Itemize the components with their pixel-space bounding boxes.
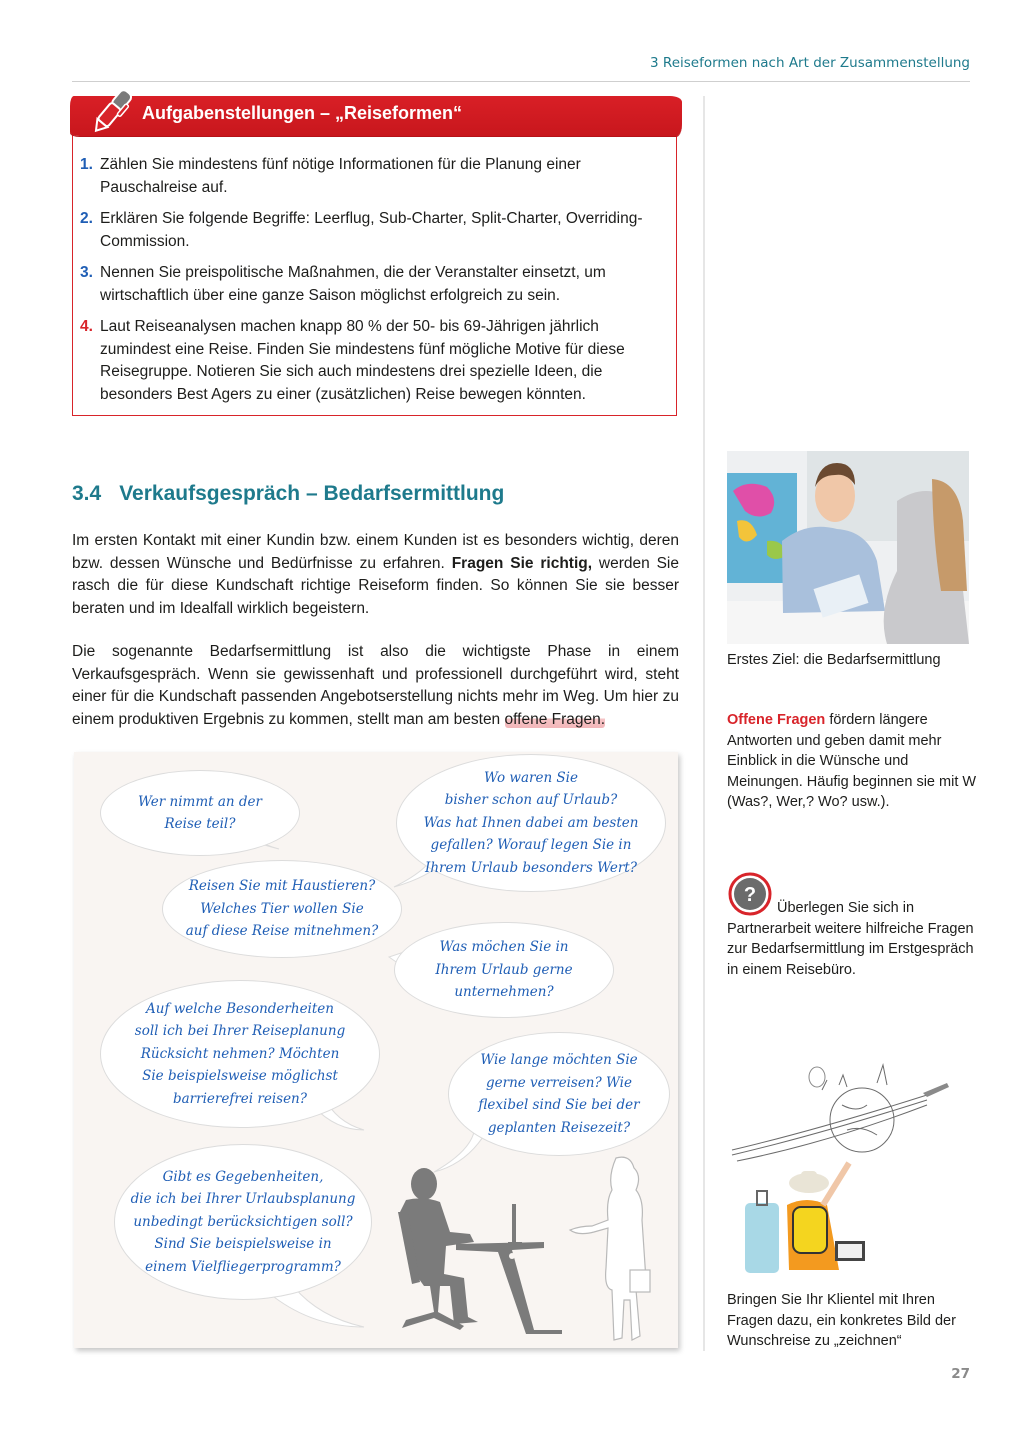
para-text: Im ersten Kontakt mit einer Kundin bzw. einem Kunden ist es besonders wichtig, deren bzw. dessen Wünsche und Bedürfnisse zu erfahren.: [72, 532, 679, 572]
bubble-line: Was hat Ihnen dabei am besten: [423, 814, 639, 831]
bubble-line: unbedingt berücksichtigen soll?: [133, 1213, 353, 1230]
task-item: [80, 208, 670, 253]
bubble-line: Was möchen Sie in: [439, 939, 569, 956]
bubble-line: Rücksicht nehmen? Möchten: [140, 1045, 340, 1062]
bubble-line: Gibt es Gegebenheiten,: [162, 1168, 324, 1185]
task-text: Laut Reiseanalysen machen knapp 80 % der 50- bis 69-Jährigen jährlich zumindest eine Reise. Finden Sie mindestens fünf mögliche Motive für diese Reisegruppe. Notieren Sie sich auch mindestens drei spezielle Ideen, die besonders Best Agers zu einer (zusätzlichen) Reise bewegen könnten.: [100, 318, 625, 403]
bubble-line: Reisen Sie mit Haustieren?: [188, 878, 376, 895]
task-item: [80, 316, 670, 406]
speech-bubble: [394, 922, 614, 1018]
sales-conversation-photo: [727, 451, 969, 644]
task-list: [80, 154, 670, 415]
section-title: Verkaufsgespräch – Bedarfsermittlung: [119, 482, 505, 505]
para-text: werden Sie rasch die für diese Kundschaft richtige Reiseform finden. So können Sie sie besser beraten und im Idealfall wirklich begeistern.: [72, 554, 679, 617]
note-text: fördern längere Antworten und geben damit mehr Einblick in die Wünsche und Meinungen. Häufig beginnen sie mit W (Was?, Wer,? Wo? usw.).: [727, 712, 977, 810]
section-number: 3.4: [72, 482, 102, 505]
standing-customer-silhouette: [564, 1150, 674, 1346]
speech-bubble-illustration: [74, 752, 678, 1348]
bubble-line: Welches Tier wollen Sie: [200, 900, 364, 917]
bubble-line: Wo waren Sie: [484, 769, 578, 786]
svg-text:?: ?: [743, 884, 757, 906]
task-number: 3.: [80, 264, 93, 281]
task-box-title: Aufgabenstellungen – „Reiseformen“: [142, 103, 463, 123]
column-divider: [703, 96, 705, 1351]
bubble-line: flexibel sind Sie bei der: [478, 1097, 640, 1113]
task-item: [80, 262, 670, 307]
task-text: Zählen Sie mindestens fünf nötige Informationen für die Planung einer Pauschalreise auf.: [100, 156, 581, 196]
speech-bubble: [100, 770, 300, 856]
bubble-line: auf diese Reise mitnehmen?: [185, 923, 379, 940]
bubble-line: Sind Sie beispielsweise in: [154, 1236, 332, 1253]
task-item: [80, 154, 670, 199]
bubble-line: Auf welche Besonderheiten: [146, 1000, 334, 1017]
partner-task-text: Überlegen Sie sich in Partnerarbeit weitere hilfreiche Fragen zur Bedarfsermittlung im Erstgespräch in einem Reisebüro.: [727, 900, 974, 978]
highlighted-term: offene Fragen.: [504, 710, 606, 728]
bubble-line: bisher schon auf Urlaub?: [444, 792, 618, 809]
bubble-line: Wie lange möchten Sie: [480, 1052, 638, 1068]
pen-icon: [86, 84, 136, 140]
para-text: Die sogenannte Bedarfsermittlung ist also die wichtigste Phase in einem Verkaufsgespräch. Wenn sie gewissenhaft und professionell durchgeführt wird, steht einer für die Kundschaft passenden Angebotserstellung nichts mehr im Weg. Um hier zu einem produktiven Ergebnis zu kommen, stellt man am besten: [72, 643, 679, 728]
speech-bubble: [114, 1144, 372, 1300]
travel-dream-illustration: [727, 1055, 972, 1280]
bubble-line: soll ich bei Ihrer Reiseplanung: [134, 1023, 346, 1040]
bubble-line: Wer nimmt an der: [138, 793, 262, 810]
section-heading: [72, 482, 504, 506]
bubble-line: einem Vielfliegerprogramm?: [145, 1258, 341, 1275]
body-paragraph-2: [72, 641, 679, 731]
bubble-line: die ich bei Ihrer Urlaubsplanung: [130, 1191, 356, 1208]
bubble-line: geplanten Reisezeit?: [487, 1119, 631, 1136]
speech-bubble: [448, 1032, 670, 1156]
bubble-line: unternehmen?: [454, 984, 554, 1001]
header-divider: [72, 81, 970, 82]
speech-bubble: [100, 980, 380, 1128]
bubble-line: gefallen? Worauf legen Sie in: [430, 837, 632, 854]
task-number: 1.: [80, 156, 93, 173]
note-highlight: Offene Fragen: [727, 712, 826, 728]
task-number: 2.: [80, 210, 93, 227]
bubble-line: Ihrem Urlaub besonders Wert?: [425, 859, 637, 876]
para-bold: Fragen Sie richtig,: [451, 554, 593, 572]
body-paragraph-1: [72, 530, 679, 620]
photo-caption: Erstes Ziel: die Bedarfsermittlung: [727, 652, 941, 668]
task-number: 4.: [80, 318, 93, 335]
travel-caption: Bringen Sie Ihr Klientel mit Ihren Fragen dazu, ein konkretes Bild der Wunschreise zu „zeichnen“: [727, 1292, 956, 1349]
bubble-line: Reise teil?: [164, 816, 236, 832]
task-text: Erklären Sie folgende Begriffe: Leerflug, Sub-Charter, Split-Charter, Overriding-Commission.: [100, 210, 643, 250]
running-head: 3 Reiseformen nach Art der Zusammenstellung: [650, 55, 970, 71]
task-text: Nennen Sie preispolitische Maßnahmen, die der Veranstalter einsetzt, um wirtschaftlich über eine ganze Saison möglichst erfolgreich zu sein.: [100, 264, 606, 304]
speech-bubble: [396, 754, 666, 892]
bubble-line: barrierefrei reisen?: [172, 1090, 307, 1107]
open-questions-note: [727, 710, 977, 813]
speech-bubble: [162, 860, 402, 958]
bubble-line: gerne verreisen? Wie: [486, 1074, 632, 1091]
bubble-line: Sie beispielsweise möglichst: [142, 1068, 338, 1085]
seated-agent-silhouette: [394, 1162, 574, 1342]
bubble-line: Ihrem Urlaub gerne: [435, 961, 573, 978]
page-number: 27: [951, 1366, 970, 1382]
